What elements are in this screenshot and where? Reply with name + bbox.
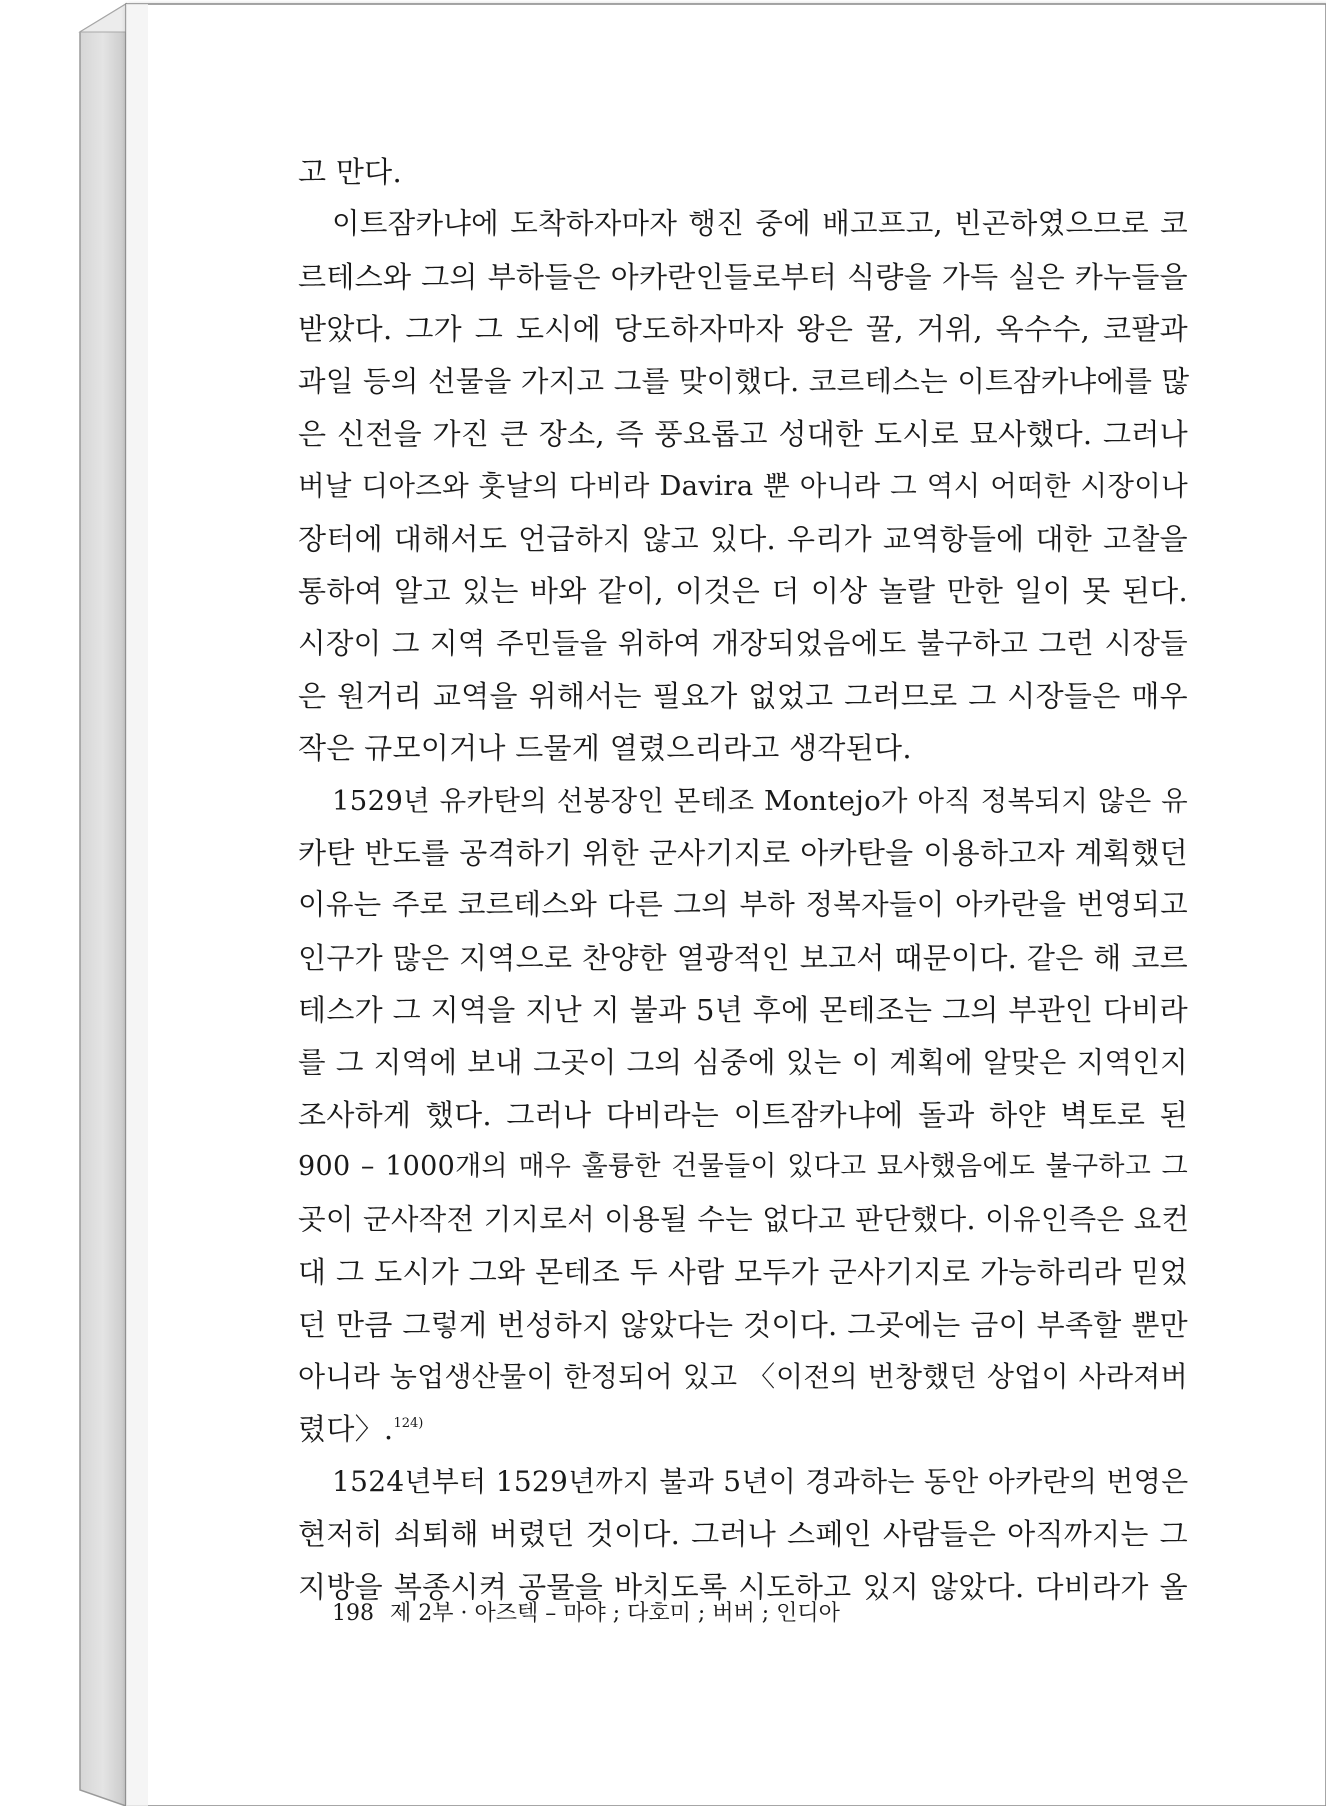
page-number: 198 <box>332 1601 374 1626</box>
text-line: 이유는 주로 코르테스와 다른 그의 부하 정복자들이 아카란을 번영되고 <box>298 888 1188 922</box>
text-line: 장터에 대해서도 언급하지 않고 있다. 우리가 교역항들에 대한 고찰을 <box>298 521 1188 556</box>
footnote-reference: 124) <box>393 1416 424 1432</box>
text-line: 과일 등의 선물을 가지고 그를 맞이했다. 코르테스는 이트잠카냐에를 많 <box>298 364 1190 398</box>
text-line: 현저히 쇠퇴해 버렸던 것이다. 그러나 스페인 사람들은 아직까지는 그 <box>298 1517 1188 1552</box>
text-line: 조사하게 했다. 그러나 다비라는 이트잠카냐에 돌과 하얀 벽토로 된 <box>298 1098 1188 1133</box>
text-line: 이트잠카냐에 도착하자마자 행진 중에 배고프고, 빈곤하였으므로 코 <box>332 207 1188 241</box>
text-line: 대 그 도시가 그와 몬테조 두 사람 모두가 군사기지로 가능하리라 믿었 <box>298 1255 1188 1290</box>
text-line: 테스가 그 지역을 지난 지 불과 5년 후에 몬테조는 그의 부관인 다비라 <box>298 993 1188 1028</box>
text-line: 를 그 지역에 보내 그곳이 그의 심중에 있는 이 계획에 알맞은 지역인지 <box>298 1045 1188 1079</box>
text-line: 900 – 1000개의 매우 훌륭한 건물들이 있다고 묘사했음에도 불구하고 그 <box>298 1151 1188 1183</box>
text-line: 지방을 복종시켜 공물을 바치도록 시도하고 있지 않았다. 다비라가 올 <box>298 1569 1188 1604</box>
text-line: 고 만다. <box>298 155 402 189</box>
text-line: 르테스와 그의 부하들은 아카란인들로부터 식량을 가득 실은 카누들을 <box>298 259 1188 294</box>
text-line: 1529년 유카탄의 선봉장인 몬테조 Montejo가 아직 정복되지 않은 유 <box>332 784 1188 817</box>
text-line: 은 원거리 교역을 위해서는 필요가 없었고 그러므로 그 시장들은 매우 <box>298 678 1188 713</box>
text-line: 아니라 농업생산물이 한정되어 있고 〈이전의 번창했던 상업이 사라져버 <box>298 1359 1188 1393</box>
text-line: 인구가 많은 지역으로 찬양한 열광적인 보고서 때문이다. 같은 해 코르 <box>298 940 1188 975</box>
running-footer: 제 2부 · 아즈텍 – 마야 ; 다호미 ; 버버 ; 인디아 <box>390 1601 840 1626</box>
text-line: 받았다. 그가 그 도시에 당도하자마자 왕은 꿀, 거위, 옥수수, 코팔과 <box>298 312 1188 347</box>
text-line: 곳이 군사작전 기지로서 이용될 수는 없다고 판단했다. 이유인즉은 요컨 <box>298 1202 1190 1236</box>
text-line: 시장이 그 지역 주민들을 위하여 개장되었음에도 불구하고 그런 시장들 <box>298 626 1188 660</box>
text-line: 던 만큼 그렇게 번성하지 않았다는 것이다. 그곳에는 금이 부족할 뿐만 <box>298 1307 1188 1342</box>
book-spine-face <box>80 4 126 1806</box>
body-text <box>298 146 1188 1613</box>
text-line: 카탄 반도를 공격하기 위한 군사기지로 아카탄을 이용하고자 계획했던 <box>298 836 1188 871</box>
text-line: 은 신전을 가진 큰 장소, 즉 풍요롭고 성대한 도시로 묘사했다. 그러나 <box>298 416 1188 451</box>
text-line: 버날 디아즈와 훗날의 다비라 Davira 뿐 아니라 그 역시 어떠한 시장이나 <box>298 470 1188 503</box>
text-line-with-reference <box>298 1403 1188 1455</box>
text-line: 작은 규모이거나 드물게 열렸으리라고 생각된다. <box>298 731 912 766</box>
text-line: 렸다〉. <box>298 1412 394 1447</box>
text-line: 통하여 알고 있는 바와 같이, 이것은 더 이상 놀랄 만한 일이 못 된다. <box>298 574 1188 609</box>
text-line: 1524년부터 1529년까지 불과 5년이 경과하는 동안 아카란의 번영은 <box>332 1464 1189 1498</box>
page-footer <box>332 1596 840 1627</box>
